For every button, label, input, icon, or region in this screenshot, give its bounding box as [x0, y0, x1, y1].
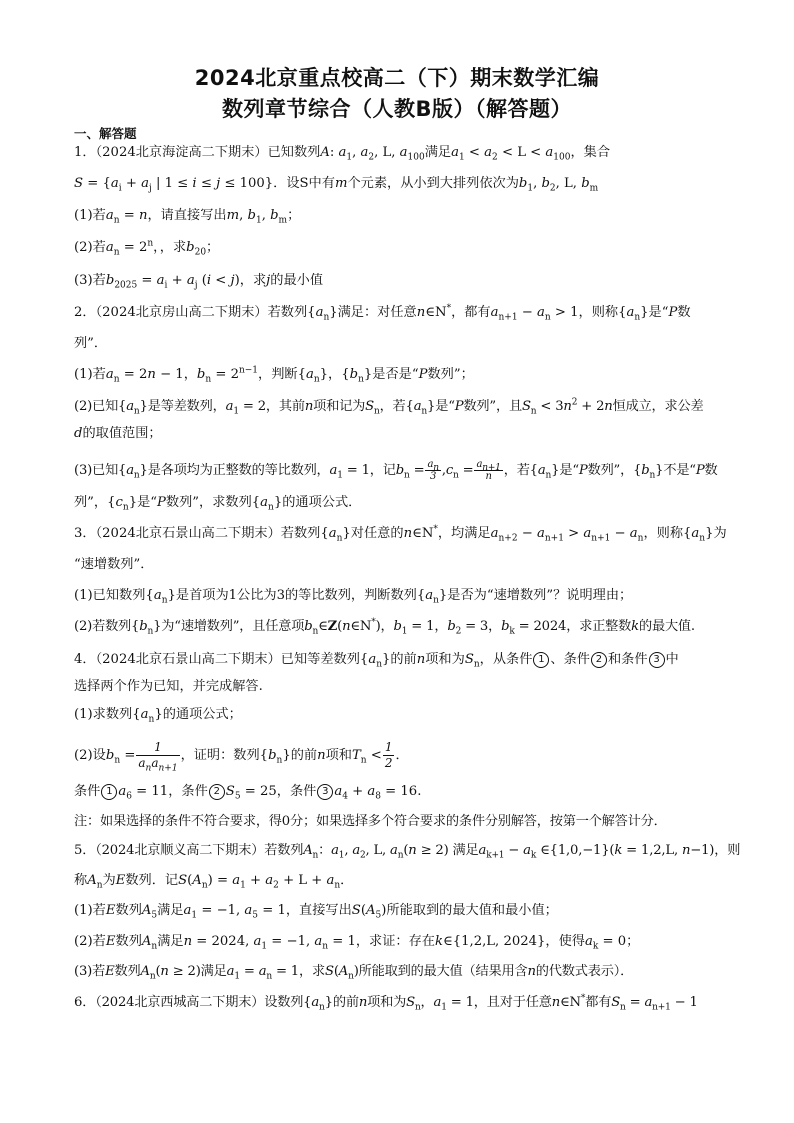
problem-2-part-2-cont: d的取值范围；: [74, 426, 162, 441]
problem-4-conditions: 条件 1 $a_6 = 11$，条件 2 $S_5 = 25$，条件 3 $a_4 + a_8 = 16$.: [74, 784, 422, 802]
problem-1-line-1: 1．（2024北京海淀高二下期末）已知数列A: $a_1$, $a_2$, L, $a_{100}$满足$a_1 < a_2 < L < a_{100}$，集合: [74, 145, 611, 163]
document-subtitle: 数列章节综合（人教B版）（解答题）: [221, 97, 572, 121]
problem-4-part-1: (1)求数列$\{a_n\}$的通项公式；: [74, 707, 242, 725]
problem-2-line-1: 2．（2024北京房山高二下期末）若数列$\{a_n\}$满足：对任意n∈N*，都有$a_{n+1} - a_n > 1$，则称$\{a_n\}$是“P数: [74, 303, 691, 323]
problem-2-part-2: (2)已知$\{a_n\}$是等差数列，$a_1 = 2$，其前n项和记为$S_n$，若$\{a_n\}$是“P数列”，且$S_n < 3n^2 + 2n$恒成立，求公差: [74, 397, 704, 417]
problem-2-part-1: (1)若$a_n = 2n - 1$，$b_n = 2^{n-1}$，判断$\{a_n\}$，$\{b_n\}$是否是“P数列”；: [74, 365, 474, 385]
problem-4-line-1: 4．（2024北京石景山高二下期末）已知等差数列$\{a_n\}$的前n项和为$S_n$，从条件 1 、条件 2 和条件 3 中: [74, 652, 679, 670]
problem-1-part-2: (2)若$a_n = 2^n$，，求$b_{20}$；: [74, 238, 220, 258]
problem-5-part-3: (3)若E数列$A_n(n \ge 2)$满足$a_1 = a_n = 1$，求$S(A_n)$所能取到的最大值（结果用含n的代数式表示）．: [74, 964, 634, 982]
problem-2-part-3-cont: 列”，$\{c_n\}$是“P数列”，求数列$\{a_n\}$的通项公式．: [74, 495, 362, 513]
section-heading: 一、解答题: [74, 126, 137, 141]
problem-4-note: 注：如果选择的条件不符合要求，得0分；如果选择多个符合要求的条件分别解答，按第一个解答计分．: [74, 814, 667, 829]
problem-3-line-1: 3．（2024北京石景山高二下期末）若数列$\{a_n\}$对任意的n∈N*，均满足$a_{n+2} - a_{n+1} > a_{n+1} - a_n$，则称$\{a_n\}$为: [74, 524, 727, 544]
problem-3-line-2: “速增数列”．: [74, 557, 154, 572]
problem-1-part-1: (1)若$a_n = n$，请直接写出m, $b_1$, $b_m$；: [74, 208, 301, 226]
problem-2-line-2: 列”．: [74, 336, 108, 351]
problem-3-part-2: (2)若数列$\{b_n\}$为“速增数列”，且任意项$b_n\in Z(n\in N^*)$，$b_1 = 1$，$b_2 = 3$，$b_k = 2024$，求正整数k的最大值.: [74, 617, 695, 637]
problem-4-line-2: 选择两个作为已知，并完成解答.: [74, 679, 263, 694]
problem-2-part-3: (3)已知$\{a_n\}$是各项均为正整数的等比数列，$a_1 = 1$，记$b_n$ = $\frac{a_n}{3}$ $,c_n$ = $\frac{a_{n+1}}{n}$ ，若$\{a_n\}$是“P数列”，$\{b_n\}$不是“P数: [74, 459, 718, 482]
problem-1-line-2: $S = \{a_i + a_j$ | 1 ≤ i ≤ j ≤ 100}．设S中有m个元素，从小到大排列依次为$b_1$, $b_2$, L, $b_m$: [74, 176, 599, 194]
problem-5-line-2: 称$A_n$为E数列．记$S(A_n) = a_1 + a_2 + L + a_n$．: [74, 873, 354, 891]
problem-4-part-2: (2)设$b_n$ = $\frac{1}{a_na_{n+1}}$ ，证明：数列$\{b_n\}$的前n项和$T_n$ < $\frac{1}{2}$ ．: [74, 740, 409, 774]
problem-5-part-2: (2)若E数列$A_n$满足n = 2024, $a_1 = -1$, $a_n = 1$，求证：存在k∈{1,2,L, 2024}，使得$a_k = 0$；: [74, 934, 640, 952]
problem-6-line-1: 6．（2024北京西城高二下期末）设数列$\{a_n\}$的前n项和为$S_n$，$a_1 = 1$，且对于任意n∈N*都有$S_n = a_{n+1} - 1$: [74, 993, 698, 1013]
problem-5-line-1: 5．（2024北京顺义高二下期末）若数列$A_n$：$a_1$, $a_2$, L, $a_n(n \ge 2)$ 满足$a_{k+1} - a_k$ ∈{1,0,−1}(k = 1,2,L, n−1)，则: [74, 843, 741, 861]
problem-1-part-3: (3)若$b_{2025} = a_i + a_j$ (i < j)，求j的最小值: [74, 273, 324, 291]
problem-3-part-1: (1)已知数列$\{a_n\}$是首项为1公比为3的等比数列，判断数列$\{a_n\}$是否为“速增数列”？说明理由；: [74, 588, 633, 606]
problem-5-part-1: (1)若E数列$A_5$满足$a_1 = -1$, $a_5 = 1$，直接写出$S(A_5)$所能取到的最大值和最小值；: [74, 903, 558, 921]
document-title: 2024北京重点校高二（下）期末数学汇编: [194, 66, 600, 90]
